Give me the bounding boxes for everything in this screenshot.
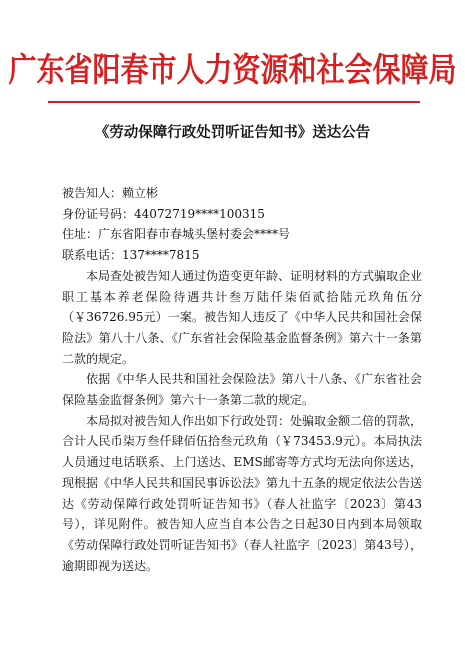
- field-phone: [62, 245, 422, 266]
- document-header: [0, 48, 465, 88]
- paragraph-case-facts: 本局查处被告知人通过伪造变更年龄、证明材料的方式骗取企业职工基本养老保险待遇共计叁万陆仟柒佰贰拾陆元玖角伍分（￥36726.95元）一案。被告知人违反了《中华人民共和国社会保险法》第八十八条、《广东省社会保险基金监督条例》第六十一条第二款的规定。: [62, 268, 423, 366]
- paragraph-penalty-and-service: 本局拟对被告知人作出如下行政处罚：处骗取金额二倍的罚款，合计人民币柒万叁仟肆佰伍拾叁元玖角（￥73453.9元）。本局执法人员通过电话联系、上门送达、EMS邮寄等方式均无法向你送达，现根据《中华人民共和国民事诉讼法》第九十五条的规定依法公告送达《劳动保障行政处罚听证告知书》（春人社监字〔2023〕第43号），详见附件。被告知人应当自本公告之日起30日内到本局领取《劳动保障行政处罚听证告知书》（春人社监字〔2023〕第43号），逾期即视为送达。: [62, 413, 423, 573]
- field-label: 住址：: [62, 227, 99, 242]
- field-value: 137****7815: [122, 248, 200, 263]
- field-label: 联系电话：: [62, 248, 123, 263]
- field-id-number: [62, 204, 422, 225]
- issuing-organization: 广东省阳春市人力资源和社会保障局: [8, 50, 457, 90]
- field-value: 44072719****100315: [134, 206, 265, 221]
- header-divider: [48, 101, 420, 103]
- field-notified-person: [62, 183, 422, 204]
- paragraph-legal-basis: 依据《中华人民共和国社会保险法》第八十八条、《广东省社会保险基金监督条例》第六十一条第二款的规定。: [62, 372, 422, 408]
- notice-title: 《劳动保障行政处罚听证告知书》送达公告: [94, 124, 371, 141]
- field-value: 广东省阳春市春城头堡村委会****号: [98, 227, 291, 242]
- field-value: 赖立彬: [122, 186, 159, 200]
- field-address: [62, 224, 422, 245]
- field-label: 被告知人：: [62, 186, 123, 200]
- notice-body: [62, 183, 422, 576]
- field-label: 身份证号码：: [62, 206, 135, 221]
